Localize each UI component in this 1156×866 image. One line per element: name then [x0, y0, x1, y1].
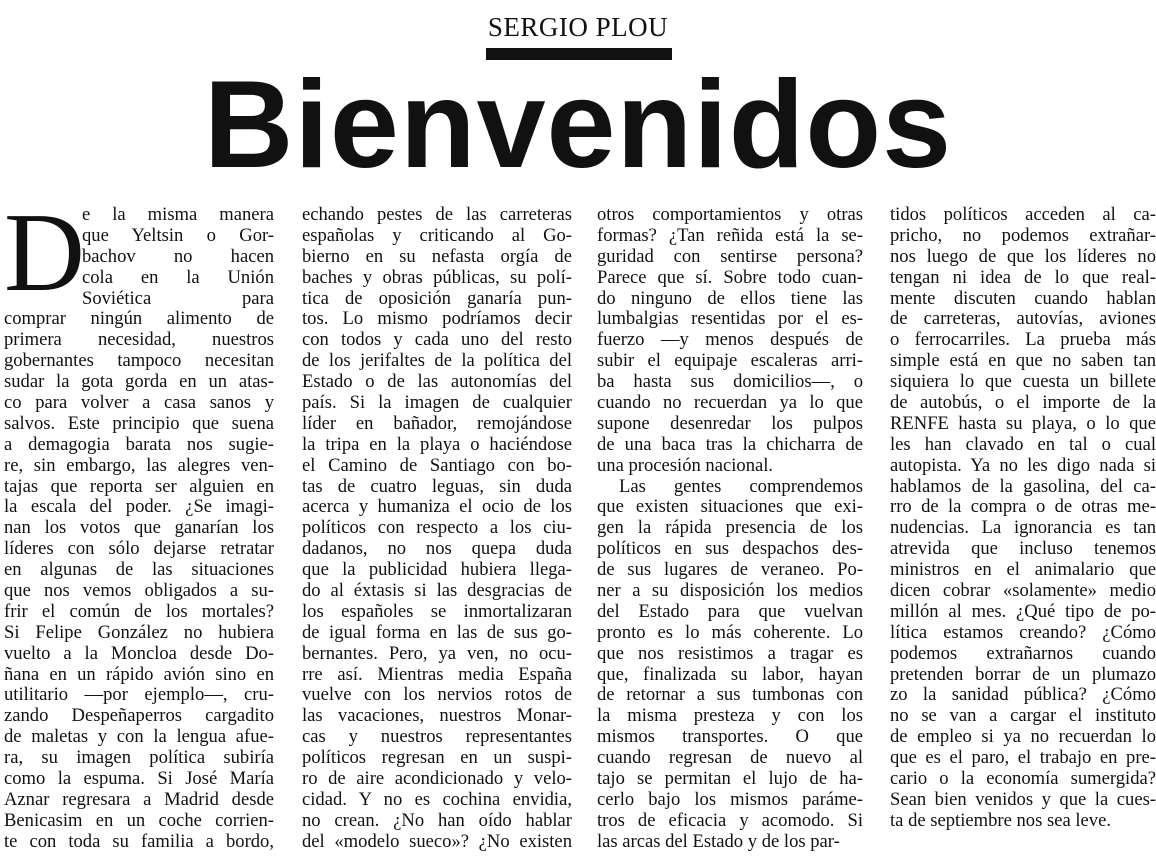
text-line: que, finalizada su labor, hayan: [597, 664, 863, 685]
text-line: ñana en un rápido avión sino en: [4, 664, 274, 685]
text-line: el Camino de Santiago con bo-: [302, 455, 572, 476]
text-line: pricho, no podemos extrañar-: [890, 225, 1156, 246]
text-line: bachov no hacen: [82, 246, 274, 267]
article-column-4: [890, 205, 1156, 832]
text-line: políticos regresan en un suspi-: [302, 748, 572, 769]
text-line: Estado o de las autonomías del: [302, 372, 572, 393]
text-line: cuando no recuerdan ya lo que: [597, 393, 863, 414]
text-line: primera necesidad, nuestros: [4, 330, 274, 351]
text-line: nan los votos que ganarían los: [4, 518, 274, 539]
text-line: co para volver a casa sanos y: [4, 393, 274, 414]
text-line: podemos extrañarnos cuando: [890, 643, 1156, 664]
text-line: otros comportamientos y otras: [597, 205, 863, 225]
text-line: que existen situaciones que exi-: [597, 497, 863, 518]
text-line: de igual forma en las de sus go-: [302, 622, 572, 643]
text-line: tengan ni idea de lo que real-: [890, 267, 1156, 288]
text-line: nudencias. La ignorancia es tan: [890, 518, 1156, 539]
text-line: gobernantes tampoco necesitan: [4, 351, 274, 372]
text-line: ra, su imagen política subiría: [4, 748, 274, 769]
text-line: rre así. Mientras media España: [302, 664, 572, 685]
drop-cap: D: [4, 191, 85, 315]
text-line: cerlo bajo los mismos paráme-: [597, 789, 863, 810]
text-line: ro de aire acondicionado y velo-: [302, 769, 572, 790]
text-line: a demagogia barata nos sugie-: [4, 434, 274, 455]
text-line: baches y obras públicas, su polí-: [302, 267, 572, 288]
text-line: con todos y cada uno del resto: [302, 330, 572, 351]
author-byline: SERGIO PLOU: [487, 12, 669, 42]
text-line: la escala del poder. ¿Se imagi-: [4, 497, 274, 518]
text-line: sudar la gota gorda en un atas-: [4, 372, 274, 393]
text-line: e la misma manera: [82, 205, 274, 225]
article-column-3: [597, 205, 863, 853]
text-line: rro de la compra o de otras me-: [890, 497, 1156, 518]
text-line: subir el equipaje escaleras arri-: [597, 351, 863, 372]
article-column-2: [302, 205, 572, 853]
text-line: Si Felipe González no hubiera: [4, 622, 274, 643]
text-line: pronto es lo más coherente. Lo: [597, 622, 863, 643]
text-line: como la espuma. Si José María: [4, 769, 274, 790]
text-line: cuando regresan de nuevo al: [597, 748, 863, 769]
text-line: dadanos, no nos quepa duda: [302, 539, 572, 560]
text-line: Aznar regresara a Madrid desde: [4, 789, 274, 810]
text-line: del «modelo sueco»? ¿No existen: [302, 831, 572, 852]
text-line: frir el común de los mortales?: [4, 601, 274, 622]
text-line: lítica estamos creando? ¿Cómo: [890, 622, 1156, 643]
text-line: cas y nuestros representantes: [302, 727, 572, 748]
text-line: acerca y humaniza el ocio de los: [302, 497, 572, 518]
text-line: do ninguno de ellos tiene las: [597, 288, 863, 309]
text-line: supone desenredar los pulpos: [597, 413, 863, 434]
text-line: Las gentes comprendemos: [619, 476, 863, 497]
text-line: de una baca tras la chicharra de: [597, 434, 863, 455]
text-line: no se van a cargar el instituto: [890, 706, 1156, 727]
text-line: siquiera lo que cuesta un billete: [890, 372, 1156, 393]
text-line: tos. Lo mismo podríamos decir: [302, 309, 572, 330]
text-line: Parece que sí. Sobre todo cuan-: [597, 267, 863, 288]
text-line: cola en la Unión: [82, 267, 274, 288]
text-line: RENFE hasta su playa, o lo que: [890, 413, 1156, 434]
text-line: Sean bien venidos y que la cues-: [890, 789, 1156, 810]
text-line: los españoles se inmortalizaran: [302, 601, 572, 622]
text-line: mismos transportes. O que: [597, 727, 863, 748]
text-line: de retornar a sus tumbonas con: [597, 685, 863, 706]
text-line: tidos políticos acceden al ca-: [890, 205, 1156, 225]
text-line: cidad. Y no es cochina envidia,: [302, 789, 572, 810]
text-line: tica de oposición ganaría pun-: [302, 288, 572, 309]
text-line: do al éxtasis si las desgracias de: [302, 581, 572, 602]
text-line: políticos en sus despachos des-: [597, 539, 863, 560]
text-line: dicen cobrar «solamente» medio: [890, 581, 1156, 602]
article-column-1: [4, 191, 274, 853]
text-line: te con toda su familia a bordo,: [4, 831, 274, 852]
text-line: vuelve con los nervios rotos de: [302, 685, 572, 706]
text-line: pretenden borrar de un plumazo: [890, 664, 1156, 685]
text-line: o ferrocarriles. La prueba más: [890, 330, 1156, 351]
text-line: millón al mes. ¿Qué tipo de po-: [890, 601, 1156, 622]
text-line: nos luego de que los líderes no: [890, 246, 1156, 267]
text-line: las vacaciones, nuestros Monar-: [302, 706, 572, 727]
text-line: que la publicidad hubiera llega-: [302, 560, 572, 581]
text-line: país. Si la imagen de cualquier: [302, 393, 572, 414]
text-line: formas? ¿Tan reñida está la se-: [597, 225, 863, 246]
text-line: de carreteras, autovías, aviones: [890, 309, 1156, 330]
text-line: bierno en su nefasta orgía de: [302, 246, 572, 267]
text-line: que nos resistimos a tragar es: [597, 643, 863, 664]
text-line: tajo se permitan el lujo de ha-: [597, 769, 863, 790]
text-line: gen la rápida presencia de los: [597, 518, 863, 539]
text-line: de autobús, o el importe de la: [890, 393, 1156, 414]
text-line: vuelto a la Moncloa desde Do-: [4, 643, 274, 664]
text-line: cario o la economía sumergida?: [890, 769, 1156, 790]
text-line: una procesión nacional.: [597, 455, 774, 476]
text-line: fuerzo —y menos después de: [597, 330, 863, 351]
text-line: las arcas del Estado y de los par-: [597, 831, 840, 852]
text-line: tros de eficacia y acomodo. Si: [597, 810, 863, 831]
text-line: salvos. Este principio que suena: [4, 413, 274, 434]
text-line: españolas y criticando al Go-: [302, 225, 572, 246]
text-line: comprar ningún alimento de: [4, 309, 274, 330]
text-line: la misma presteza y con los: [597, 706, 863, 727]
text-line: atrevida que incluso tenemos: [890, 539, 1156, 560]
text-line: que nos vemos obligados a su-: [4, 581, 274, 602]
text-line: líder en bañador, remojándose: [302, 413, 572, 434]
text-line: Soviética para: [82, 288, 274, 309]
text-line: líderes con sólo dejarse retratar: [4, 539, 274, 560]
text-line: no crean. ¿No han oído hablar: [302, 810, 572, 831]
text-line: zo la sanidad pública? ¿Cómo: [890, 685, 1156, 706]
text-line: políticos con respecto a los ciu-: [302, 518, 572, 539]
text-line: en algunas de las situaciones: [4, 560, 274, 581]
text-line: guridad con sentirse persona?: [597, 246, 863, 267]
text-line: re, sin embargo, las alegres ven-: [4, 455, 274, 476]
text-line: que Yeltsin o Gor-: [82, 225, 274, 246]
text-line: de los jerifaltes de la política del: [302, 351, 572, 372]
text-line: ner a su disposición los medios: [597, 581, 863, 602]
text-line: simple está en que no saben tan: [890, 351, 1156, 372]
text-line: tas de cuatro leguas, sin duda: [302, 476, 572, 497]
headline: Bienvenidos: [203, 56, 953, 194]
text-line: del Estado para que vuelvan: [597, 601, 863, 622]
text-line: Benicasim en un coche corrien-: [4, 810, 274, 831]
text-line: ministros en el animalario que: [890, 560, 1156, 581]
text-line: mente discuten cuando hablan: [890, 288, 1156, 309]
text-line: ba hasta sus domicilios—, o: [597, 372, 863, 393]
text-line: de maletas y con la lengua afue-: [4, 727, 274, 748]
text-line: de empleo si ya no recuerdan lo: [890, 727, 1156, 748]
text-line: hablamos de la gasolina, del ca-: [890, 476, 1156, 497]
text-line: bernantes. Pero, ya ven, no ocu-: [302, 643, 572, 664]
text-line: zando Despeñaperros cargadito: [4, 706, 274, 727]
text-line: la tripa en la playa o haciéndose: [302, 434, 572, 455]
text-line: echando pestes de las carreteras: [302, 205, 572, 225]
text-line: tajas que reporta ser alguien en: [4, 476, 274, 497]
text-line: que es el paro, el trabajo en pre-: [890, 748, 1156, 769]
text-line: autopista. Ya no les digo nada si: [890, 455, 1156, 476]
text-line: lumbalgias resentidas por el es-: [597, 309, 863, 330]
text-line: de sus lugares de veraneo. Po-: [597, 560, 863, 581]
text-line: ta de septiembre nos sea leve.: [890, 810, 1111, 831]
text-line: les han clavado en tal o cual: [890, 434, 1156, 455]
text-line: utilitario —por ejemplo—, cru-: [4, 685, 274, 706]
